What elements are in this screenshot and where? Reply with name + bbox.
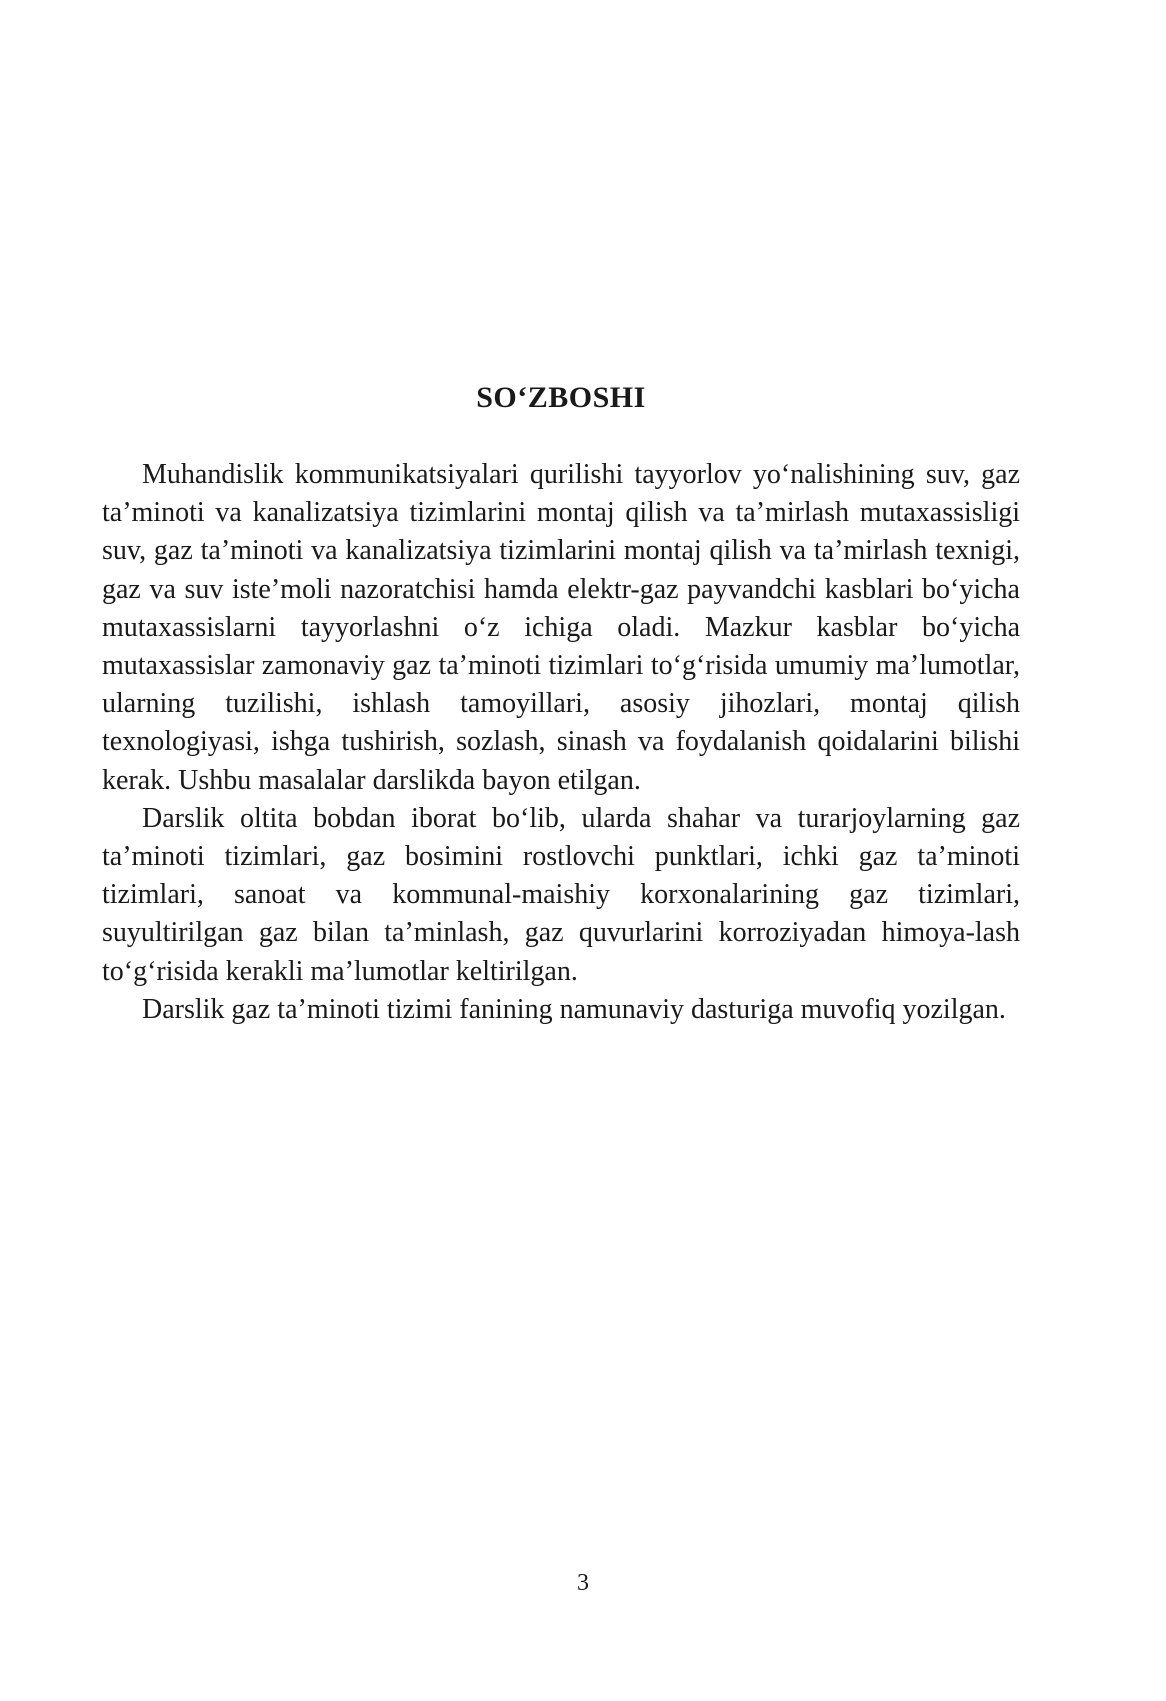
paragraph-intro: Muhandislik kommunikatsiyalari qurilishi tayyorlov yo‘nalishining suv, gaz ta’minoti va kanalizatsiya tizimlarini montaj qilish va ta’mirlash mutaxassisligi suv, gaz ta’minoti va kanalizatsiya tizimlarini montaj qilish va ta’mirlash texnigi, gaz va suv iste’moli nazoratchisi hamda elektr-gaz payvandchi kasblari bo‘yicha mutaxassislarni tayyorlashni o‘z ichiga oladi. Mazkur kasblar bo‘yicha mutaxassislar zamonaviy gaz ta’minoti tizimlari to‘g‘risida umumiy ma’lumotlar, ularning tuzilishi, ishlash tamoyillari, asosiy jihozlari, montaj qilish texnologiyasi, ishga tushirish, sozlash, sinash va foydalanish qoidalarini bilishi kerak. Ushbu masalalar darslikda bayon etilgan. [102,459,1020,796]
page-number: 3 [577,1570,589,1596]
paragraph-structure: Darslik oltita bobdan iborat bo‘lib, ularda shahar va turarjoylarning gaz ta’minoti tizimlari, gaz bosimini rostlovchi punktlari, ichki gaz ta’minoti tizimlari, sanoat va kommunal-maishiy korxonalarining gaz tizimlari, suyultirilgan gaz bilan ta’minlash, gaz quvurlarini korroziyadan himoya-lash to‘g‘risida kerakli ma’lumotlar keltirilgan. [102,802,1020,987]
page-content [102,378,1020,1029]
page-title: SO‘ZBOSHI [476,381,646,414]
paragraph-curriculum: Darslik gaz ta’minoti tizimi fanining namunaviy dasturiga muvofiq yozilgan. [142,993,1006,1025]
